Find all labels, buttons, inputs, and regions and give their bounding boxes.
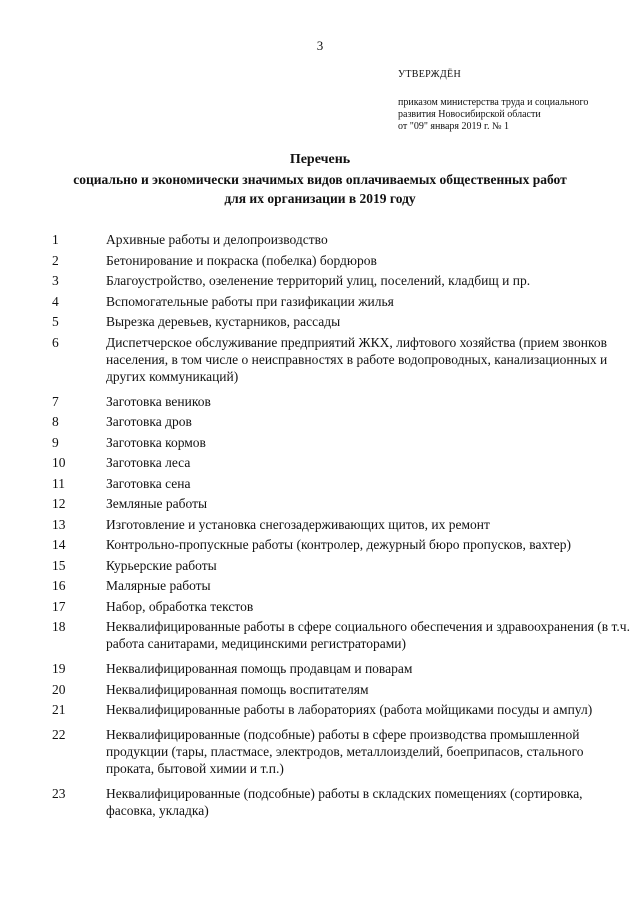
- item-number: 4: [52, 293, 59, 309]
- list-item: [0, 434, 640, 451]
- item-text: Вырезка деревьев, кустарников, рассады: [106, 314, 341, 329]
- list-item: [0, 475, 640, 492]
- document-subtitle-line: для их организации в 2019 году: [224, 191, 416, 206]
- item-number: 22: [52, 727, 66, 742]
- item-text: Контрольно-пропускные работы (контролер, дежурный бюро пропусков, вахтер): [106, 537, 572, 552]
- approval-order: [398, 97, 588, 133]
- item-text: Заготовка сена: [106, 475, 191, 491]
- list-item: [0, 598, 640, 615]
- approved-label: УТВЕРЖДЁН: [398, 69, 461, 80]
- approval-line: от "09" января 2019 г. № 1: [398, 121, 509, 132]
- list-item: [0, 701, 640, 718]
- approval-line: приказом министерства труда и социального: [398, 97, 589, 108]
- list-item: [0, 252, 640, 269]
- list-item: [0, 660, 640, 677]
- item-text: Заготовка дров: [106, 414, 192, 429]
- item-number: 14: [52, 537, 66, 552]
- item-text: Заготовка леса: [106, 455, 191, 470]
- item-text: Изготовление и установка снегозадерживающих щитов, их ремонт: [106, 516, 490, 532]
- item-number: 5: [52, 314, 59, 329]
- item-number: 2: [52, 252, 59, 268]
- document-subtitle-line: социально и экономически значимых видов оплачиваемых общественных работ: [73, 172, 567, 187]
- list-item: [0, 313, 640, 330]
- list-item: [0, 557, 640, 574]
- list-item: [0, 726, 640, 777]
- approval-line: развития Новосибирской области: [398, 109, 541, 120]
- document-title: Перечень: [289, 152, 351, 167]
- list-item: [0, 231, 640, 248]
- item-text: Диспетчерское обслуживание предприятий ЖКХ, лифтового хозяйства (прием звонков населения, в том числе о неисправностях в работе водопроводных, канализационных и других коммуникаций): [106, 334, 608, 384]
- list-item: [0, 495, 640, 512]
- item-text: Курьерские работы: [106, 557, 217, 573]
- list-item: [0, 293, 640, 310]
- item-text: Неквалифицированная помощь воспитателям: [106, 681, 369, 697]
- title-block: [0, 151, 640, 207]
- item-number: 20: [52, 681, 66, 697]
- item-number: 3: [52, 273, 59, 288]
- item-text: Бетонирование и покраска (побелка) бордюров: [106, 252, 377, 268]
- item-number: 18: [52, 619, 66, 634]
- list-item: [0, 681, 640, 698]
- list-item: [0, 334, 640, 385]
- item-text: Неквалифицированные работы в сфере социального обеспечения и здравоохранения (в т.ч. работа санитарами, медицинскими регистраторами): [106, 619, 630, 651]
- list-item: [0, 785, 640, 819]
- item-number: 21: [52, 702, 66, 717]
- item-text: Вспомогательные работы при газификации жилья: [106, 293, 394, 309]
- list-item: [0, 516, 640, 533]
- item-number: 1: [52, 232, 59, 247]
- item-number: 16: [52, 578, 66, 593]
- list-item: [0, 393, 640, 410]
- item-text: Неквалифицированные работы в лабораториях (работа мойщиками посуды и ампул): [106, 702, 593, 717]
- item-text: Архивные работы и делопроизводство: [106, 232, 328, 247]
- item-text: Неквалифицированные (подсобные) работы в складских помещениях (сортировка, фасовка, укладка): [106, 786, 583, 818]
- work-types-list: [0, 231, 640, 827]
- list-item: [0, 577, 640, 594]
- list-item: [0, 618, 640, 652]
- item-number: 9: [52, 434, 59, 450]
- item-number: 12: [52, 496, 66, 511]
- item-number: 10: [52, 455, 66, 470]
- item-number: 13: [52, 516, 66, 532]
- item-text: Земляные работы: [106, 496, 208, 511]
- item-number: 7: [52, 393, 59, 409]
- list-item: [0, 413, 640, 430]
- item-text: Заготовка кормов: [106, 434, 206, 450]
- item-text: Неквалифицированные (подсобные) работы в сфере производства промышленной продукции (тары, пластмасе, электродов, металлоизделий, боеприпасов, стального проката, бытовой химии и т.п.): [106, 727, 584, 776]
- item-text: Заготовка веников: [106, 393, 211, 409]
- item-number: 11: [52, 475, 65, 491]
- item-text: Благоустройство, озеленение территорий улиц, поселений, кладбищ и пр.: [106, 273, 531, 288]
- item-number: 15: [52, 557, 66, 573]
- item-text: Набор, обработка текстов: [106, 598, 254, 614]
- list-item: [0, 536, 640, 553]
- item-number: 17: [52, 598, 66, 614]
- item-number: 6: [52, 334, 59, 350]
- list-item: [0, 272, 640, 289]
- item-number: 8: [52, 414, 59, 429]
- item-text: Неквалифицированная помощь продавцам и поварам: [106, 661, 413, 676]
- approval-stamp: [398, 69, 588, 133]
- page-number: 3: [316, 38, 324, 53]
- item-text: Малярные работы: [106, 578, 211, 593]
- list-item: [0, 454, 640, 471]
- item-number: 23: [52, 786, 66, 801]
- item-number: 19: [52, 661, 66, 676]
